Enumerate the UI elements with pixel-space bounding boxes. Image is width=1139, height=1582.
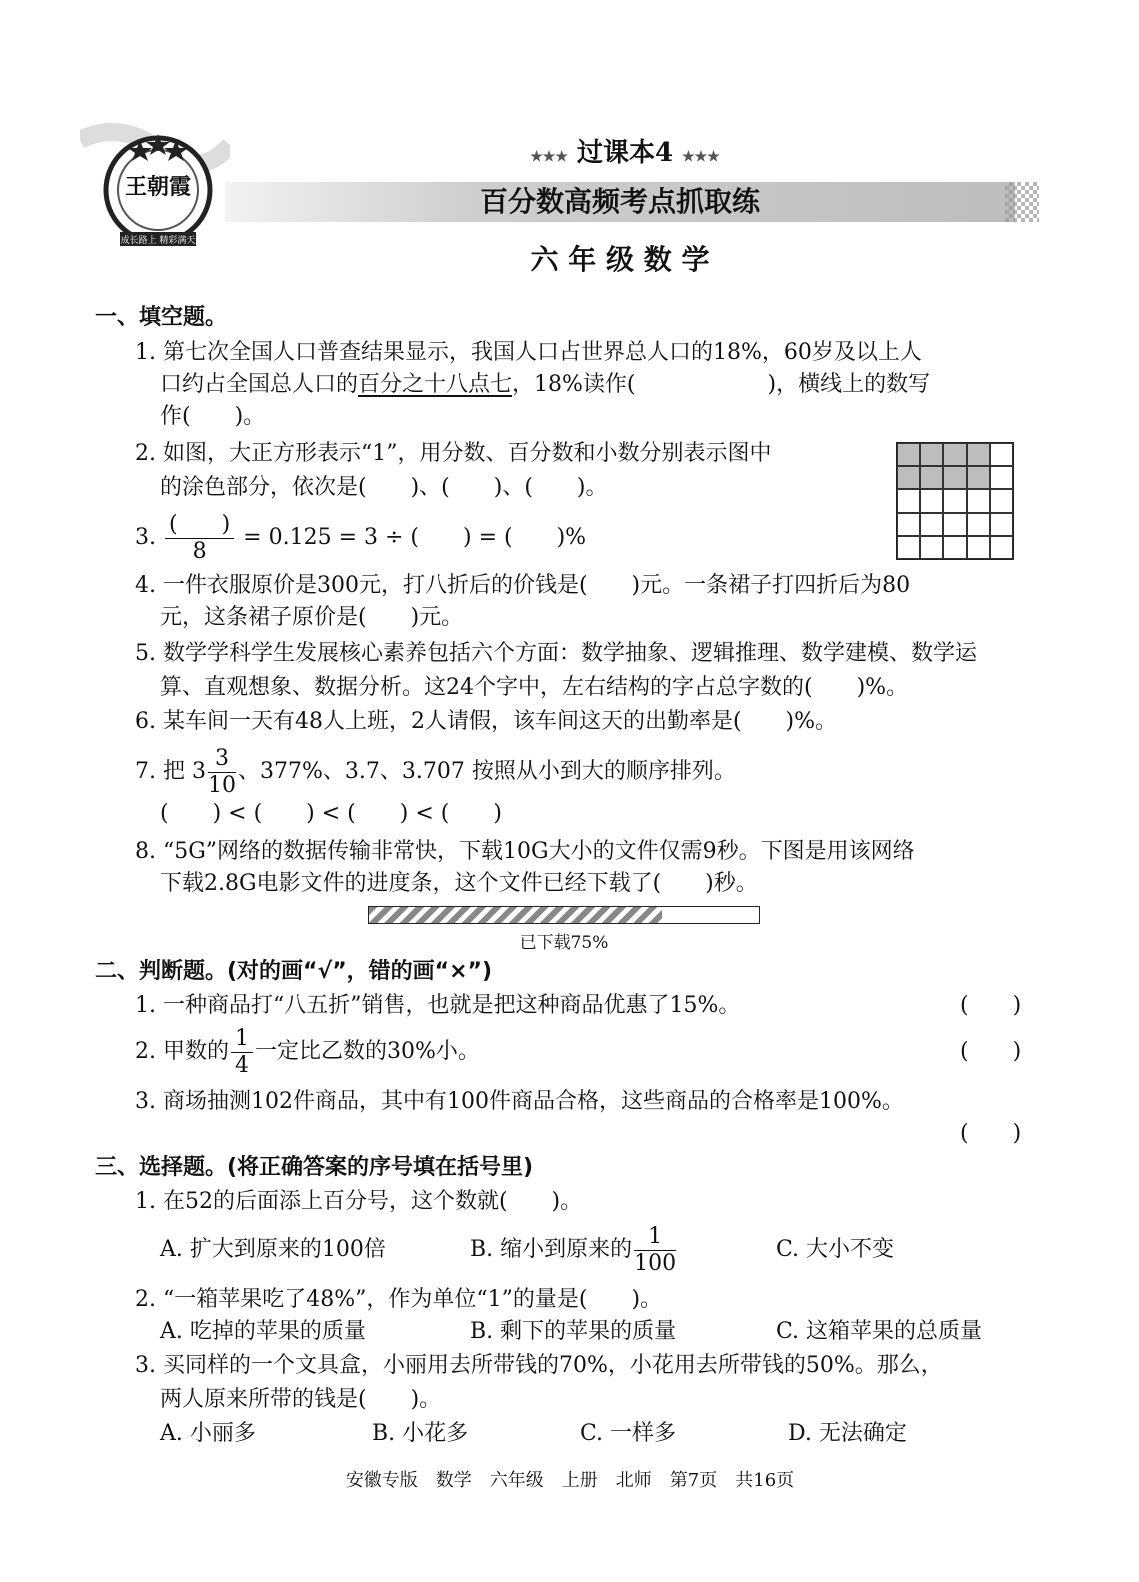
q5-line1: 5. 数学学科学生发展核心素养包括六个方面：数学抽象、逻辑推理、数学建模、数学运 [135, 641, 977, 666]
q7-line2: ( ) < ( ) < ( ) < ( ) [160, 801, 502, 826]
judge-q2-a: 2. 甲数的 [135, 1039, 229, 1064]
download-progress-label: 已下载75% [519, 933, 609, 953]
judge-q2-num: 1 [231, 1028, 253, 1053]
download-progress-bar [368, 906, 760, 924]
download-progress-fill [369, 907, 662, 923]
logo-text: 王朝霞 [124, 174, 191, 200]
choice-q3-d: D. 无法确定 [788, 1421, 907, 1446]
q5-line2: 算、直观想象、数据分析。这24个字中，左右结构的字占总字数的( )%。 [160, 675, 909, 700]
logo-ribbon: 成长路上 精彩满天 [120, 236, 196, 246]
judge-q3-answer: ( ) [960, 1121, 1022, 1146]
stars-left: ★★★ [530, 149, 568, 165]
choice-q3-line1: 3. 买同样的一个文具盒，小丽用去所带钱的70%，小花用去所带钱的50%。那么， [135, 1353, 943, 1378]
subtitle: 六 年 级 数 学 [530, 243, 710, 276]
q3 [135, 508, 586, 568]
q8-line1: 8. “5G”网络的数据传输非常快，下载10G大小的文件仅需9秒。下图是用该网络 [135, 839, 915, 864]
choice-q1-c: C. 大小不变 [776, 1237, 895, 1262]
q1-underlined: 百分之十八点七 [358, 372, 513, 397]
q8-line2: 下载2.8G电影文件的进度条，这个文件已经下载了( )秒。 [160, 871, 758, 896]
q7-fraction [207, 745, 236, 798]
series-title-row [500, 132, 750, 169]
q7-line1 [135, 742, 736, 802]
judge-q2-answer: ( ) [960, 1039, 1022, 1064]
q6: 6. 某车间一天有48人上班，2人请假，该车间这天的出勤率是( )%。 [135, 709, 838, 734]
q1-line2 [160, 369, 930, 401]
q7-a: 7. 把 3 [135, 759, 206, 784]
choice-q1-b-den: 100 [634, 1250, 677, 1276]
page-footer: 安徽专版 数学 六年级 上册 北师 第7页 共16页 [345, 1470, 795, 1491]
choice-q3-line2: 两人原来所带的钱是( )。 [160, 1387, 442, 1412]
choice-q3-c: C. 一样多 [580, 1421, 677, 1446]
q3-frac-num: ( ) [165, 514, 234, 539]
choice-q2: 2. “一箱苹果吃了48%”，作为单位“1”的量是( )。 [135, 1287, 663, 1312]
choice-q3-b: B. 小花多 [372, 1421, 469, 1446]
choice-q1-b-fraction [634, 1223, 677, 1276]
judge-q2 [135, 1022, 480, 1082]
q2-line2: 的涂色部分，依次是( )、( )、( )。 [160, 475, 608, 500]
choice-q1-b [470, 1220, 678, 1280]
judge-q2-fraction [231, 1025, 253, 1078]
choice-q1-b-num: 1 [634, 1226, 676, 1251]
judge-q3: 3. 商场抽测102件商品，其中有100件商品合格，这些商品的合格率是100%。 [135, 1089, 904, 1114]
q1-line3: 作( )。 [160, 404, 266, 429]
choice-q1: 1. 在52的后面添上百分号，这个数就( )。 [135, 1189, 583, 1214]
q3-frac-den: 8 [192, 538, 207, 564]
judge-q2-b: 一定比乙数的30%小。 [254, 1039, 480, 1064]
judge-q1: 1. 一种商品打“八五折”销售，也就是把这种商品优惠了15%。 [135, 993, 741, 1018]
hundred-grid [896, 442, 1014, 560]
section1-title: 一、填空题。 [95, 305, 228, 330]
q1-line2-a: 口约占全国总人口的 [160, 372, 359, 397]
choice-q2-c: C. 这箱苹果的总质量 [776, 1319, 983, 1344]
q7-b: 、377%、3.7、3.707 按照从小到大的顺序排列。 [237, 759, 736, 784]
q4-line2: 元，这条裙子原价是( )元。 [160, 605, 464, 630]
choice-q1-b-text: B. 缩小到原来的 [470, 1237, 633, 1262]
choice-q3-a: A. 小丽多 [160, 1421, 256, 1446]
choice-q2-b: B. 剩下的苹果的质量 [470, 1319, 677, 1344]
main-title: 百分数高频考点抓取练 [479, 185, 760, 218]
choice-q2-a: A. 吃掉的苹果的质量 [160, 1319, 366, 1344]
choice-q1-a: A. 扩大到原来的100倍 [160, 1237, 386, 1262]
q1-line1: 1. 第七次全国人口普查结果显示，我国人口占世界总人口的18%，60岁及以上人 [135, 340, 922, 365]
q2-line1: 2. 如图，大正方形表示“1”，用分数、百分数和小数分别表示图中 [135, 441, 772, 466]
q7-frac-den: 10 [207, 772, 236, 798]
logo [80, 110, 230, 260]
q4-line1: 4. 一件衣服原价是300元，打八折后的价钱是( )元。一条裙子打四折后为80 [135, 573, 911, 598]
q1-line2-b: ，18%读作( )，横线上的数写 [512, 372, 931, 397]
judge-q1-answer: ( ) [960, 993, 1022, 1018]
section2-title: 二、判断题。(对的画“√”，错的画“×”) [95, 959, 493, 984]
q3-num: 3. [135, 525, 156, 550]
stars-right: ★★★ [682, 149, 720, 165]
q7-frac-num: 3 [208, 748, 236, 773]
judge-q2-den: 4 [234, 1052, 249, 1078]
q3-rest: = 0.125 = 3 ÷ ( ) = ( )% [243, 525, 587, 550]
series-title: 过课本4 [576, 138, 674, 168]
q3-fraction [165, 511, 234, 564]
section3-title: 三、选择题。(将正确答案的序号填在括号里) [95, 1155, 534, 1180]
